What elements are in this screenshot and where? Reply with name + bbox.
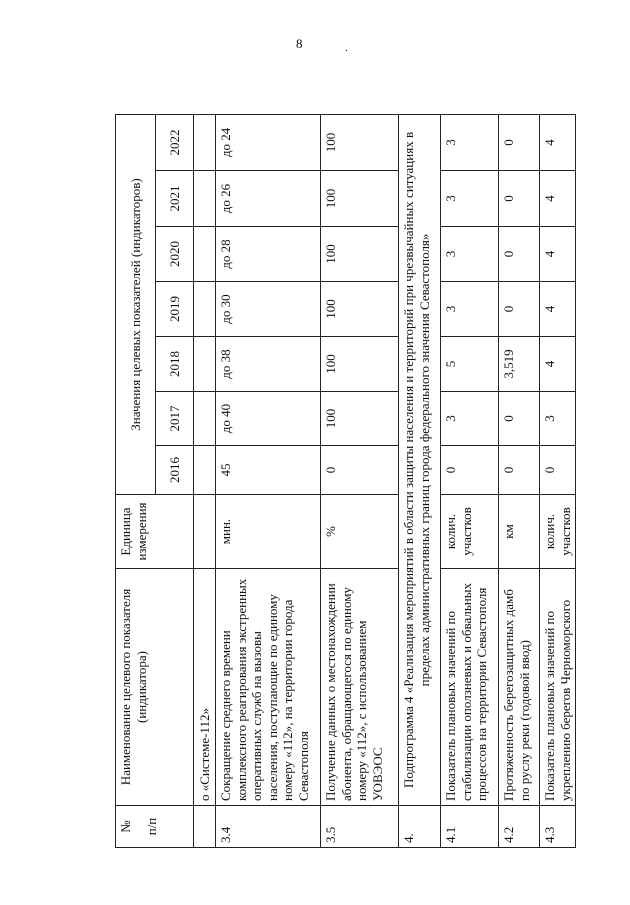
year-2021: 2021	[156, 171, 194, 227]
subprogram-row	[399, 114, 441, 847]
table-row	[540, 114, 576, 847]
table-row	[441, 114, 499, 847]
row-value: 0	[499, 171, 540, 227]
row-no: 4.1	[441, 806, 499, 848]
row-unit: колич. участков	[540, 495, 576, 569]
row-value: 45	[216, 446, 321, 495]
subprogram-title: Подпрограмма 4 «Реализация мероприятий в области защиты населения и территорий при чрезвычайных ситуациях в пределах административных границ города федерального значения Севастополя»	[399, 114, 441, 805]
row-value: 100	[321, 227, 399, 282]
row-value: 4	[540, 337, 576, 392]
row-name: Протяженность берегозащитных дамб по руслу реки (годовой ввод)	[499, 569, 540, 806]
row-value: 0	[321, 446, 399, 495]
row-value: 3	[441, 227, 499, 282]
header-no-line2: п/п	[143, 817, 159, 836]
row-no: 4.3	[540, 806, 576, 848]
header-no-line1: №	[118, 820, 133, 833]
header-name: Наименование целевого показателя (индикатора)	[116, 569, 194, 806]
row-value: 3	[441, 171, 499, 227]
row-value: 0	[441, 446, 499, 495]
table-row	[321, 114, 399, 847]
row-value: 100	[321, 392, 399, 446]
continuation-unit	[194, 495, 216, 569]
row-value: 100	[321, 337, 399, 392]
row-name: Получение данных о местонахождении абонента, обращающегося по единому номеру «112», с использованием УОВЭОС	[321, 569, 399, 806]
row-no: 3.5	[321, 806, 399, 848]
row-value: 100	[321, 114, 399, 170]
row-no: 3.4	[216, 806, 321, 848]
row-value: до 40	[216, 392, 321, 446]
row-value: 0	[499, 282, 540, 337]
page-number: 8	[296, 36, 303, 51]
indicators-table	[115, 114, 576, 848]
header-row-1	[116, 114, 156, 847]
row-value: до 26	[216, 171, 321, 227]
continuation-no	[194, 806, 216, 848]
row-value: 0	[540, 446, 576, 495]
row-value: 5	[441, 337, 499, 392]
row-value: 4	[540, 227, 576, 282]
stray-dot: .	[345, 42, 348, 54]
subprogram-no: 4.	[399, 806, 441, 848]
continuation-row	[194, 114, 216, 847]
header-unit: Единица измерения	[116, 495, 194, 569]
year-2022: 2022	[156, 114, 194, 170]
row-value: до 24	[216, 114, 321, 170]
year-2020: 2020	[156, 227, 194, 282]
row-unit: %	[321, 495, 399, 569]
row-value: 100	[321, 171, 399, 227]
year-2017: 2017	[156, 392, 194, 446]
row-value: 0	[499, 392, 540, 446]
row-value: 0	[499, 227, 540, 282]
year-2018: 2018	[156, 337, 194, 392]
row-value: 3	[441, 392, 499, 446]
table-row	[499, 114, 540, 847]
header-values: Значения целевых показателей (индикаторов)	[116, 114, 156, 494]
rotated-table-wrapper	[115, 115, 574, 848]
header-no	[116, 806, 194, 848]
table-row	[216, 114, 321, 847]
row-name: Сокращение среднего времени комплексного реагирования экстренных оперативных служб на вызовы населения, поступающие по единому номеру «112», на территории города Севастополя	[216, 569, 321, 806]
year-2016: 2016	[156, 446, 194, 495]
row-name: Показатель плановых значений по стабилизации оползневых и обвальных процессов на территории Севастополя	[441, 569, 499, 806]
row-value: 4	[540, 282, 576, 337]
row-value: до 38	[216, 337, 321, 392]
row-value: 3	[441, 114, 499, 170]
row-no: 4.2	[499, 806, 540, 848]
row-unit: мин.	[216, 495, 321, 569]
row-unit: км	[499, 495, 540, 569]
row-value: 3,519	[499, 337, 540, 392]
row-value: до 28	[216, 227, 321, 282]
row-value: до 30	[216, 282, 321, 337]
row-value: 0	[499, 114, 540, 170]
row-value: 4	[540, 114, 576, 170]
row-value: 100	[321, 282, 399, 337]
row-value: 4	[540, 171, 576, 227]
continuation-text: о «Системе-112»	[194, 569, 216, 806]
row-value: 3	[540, 392, 576, 446]
year-2019: 2019	[156, 282, 194, 337]
row-unit: колич. участков	[441, 495, 499, 569]
row-value: 0	[499, 446, 540, 495]
row-name: Показатель плановых значений по укреплению берегов Черноморского	[540, 569, 576, 806]
row-value: 3	[441, 282, 499, 337]
